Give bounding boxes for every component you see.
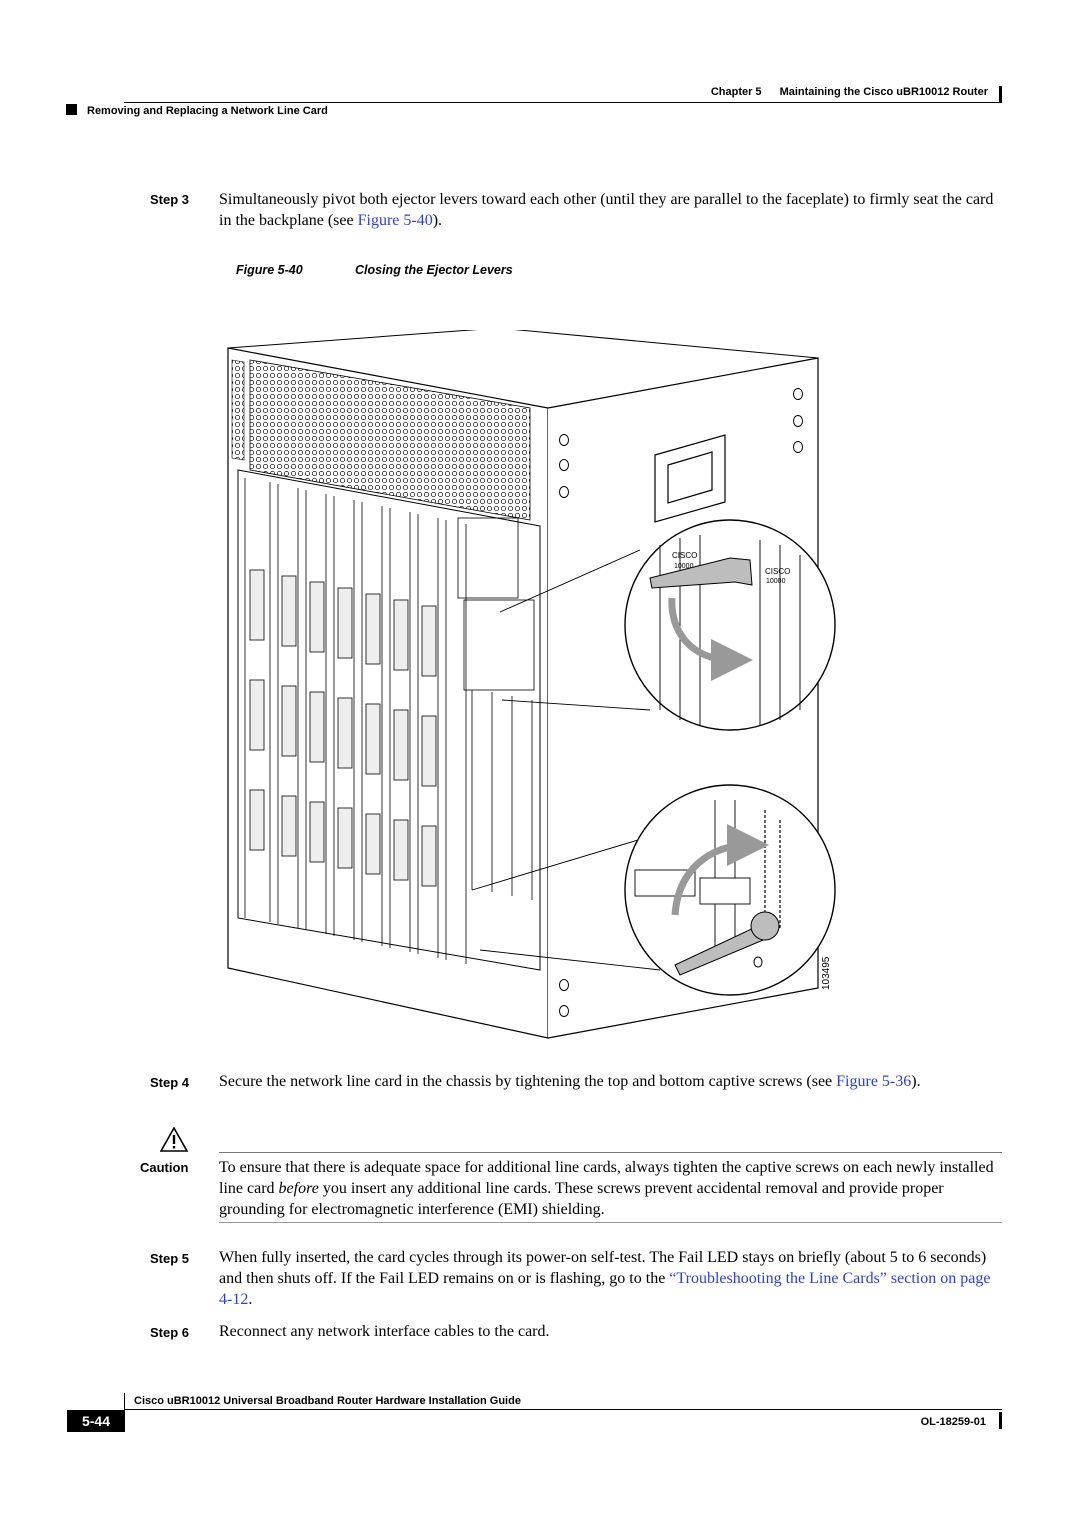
caution-label: Caution (140, 1160, 189, 1175)
detail-circle-bottom (625, 785, 835, 995)
page-number: 5-44 (67, 1410, 125, 1432)
header-chapter (711, 86, 988, 98)
step-3-text (219, 189, 1004, 231)
step-5-tail: . (248, 1291, 253, 1308)
step-6-label: Step 6 (150, 1325, 190, 1340)
step-4-tail: ). (911, 1073, 921, 1090)
chapter-title: Maintaining the Cisco uBR10012 Router (779, 86, 988, 98)
step-3-tail: ). (432, 212, 443, 229)
footer-left-tick (124, 1393, 125, 1410)
step-5-body: When fully inserted, the card cycles through its power-on self-test. The Fail LED stays on briefly (about 5 to 6 seconds) and then shuts off. If the Fail LED remains on or is flashing, go to the (219, 1249, 987, 1287)
step-4-text (219, 1071, 1004, 1092)
chapter-label: Chapter 5 (710, 86, 762, 98)
detail-circle-top (625, 520, 835, 730)
header-right-tick (999, 86, 1002, 103)
art-number: 103495 (821, 956, 832, 990)
step-3-label: Step 3 (150, 192, 190, 207)
footer-rule (124, 1409, 1002, 1410)
step-4-body: Secure the network line card in the chassis by tightening the top and bottom captive screws (see (219, 1073, 837, 1090)
caution-text (219, 1157, 1004, 1220)
troubleshooting-link[interactable]: “Troubleshooting the Line Cards” section on page 4-12 (219, 1270, 991, 1308)
logo-text-left: CISCO (672, 551, 698, 560)
figure-5-40-link[interactable]: Figure 5-40 (357, 212, 433, 229)
header-rule (124, 102, 1002, 103)
figure-5-36-link[interactable]: Figure 5-36 (836, 1073, 912, 1090)
logo-model-left: 10000 (674, 563, 694, 570)
header-section-title: Removing and Replacing a Network Line Card (87, 105, 328, 117)
step-5-label: Step 5 (150, 1251, 190, 1266)
caution-tail: you insert any additional line cards. These screws prevent accidental removal and provide proper grounding for electromagnetic interference (EMI) shielding. (219, 1180, 944, 1218)
footer-guide-title: Cisco uBR10012 Universal Broadband Router Hardware Installation Guide (134, 1395, 521, 1407)
step-6-body: Reconnect any network interface cables to the card. (219, 1323, 550, 1340)
step-4-label: Step 4 (150, 1075, 190, 1090)
figure-label: Figure 5-40 (236, 263, 303, 277)
step-3-body: Simultaneously pivot both ejector levers toward each other (until they are parallel to the faceplate) to firmly seat the card in the backplane (see (219, 191, 994, 229)
caution-rule-top (219, 1152, 1002, 1153)
step-6-text (219, 1321, 1004, 1342)
warning-triangle-icon (160, 1127, 188, 1153)
doc-number: OL-18259-01 (920, 1416, 986, 1428)
header-block-marker (66, 104, 77, 115)
caution-rule-bottom (219, 1222, 1002, 1223)
logo-text-right: CISCO (765, 567, 791, 576)
figure-title: Closing the Ejector Levers (355, 263, 513, 277)
caution-body: To ensure that there is adequate space for additional line cards, always tighten the captive screws on each newly installed line card (219, 1159, 994, 1197)
step-5-text (219, 1247, 1004, 1310)
logo-model-right: 10000 (766, 578, 786, 585)
footer-right-tick (999, 1412, 1002, 1429)
caution-emphasis: before (278, 1180, 319, 1197)
ejector-levers-illustration (220, 330, 840, 1050)
